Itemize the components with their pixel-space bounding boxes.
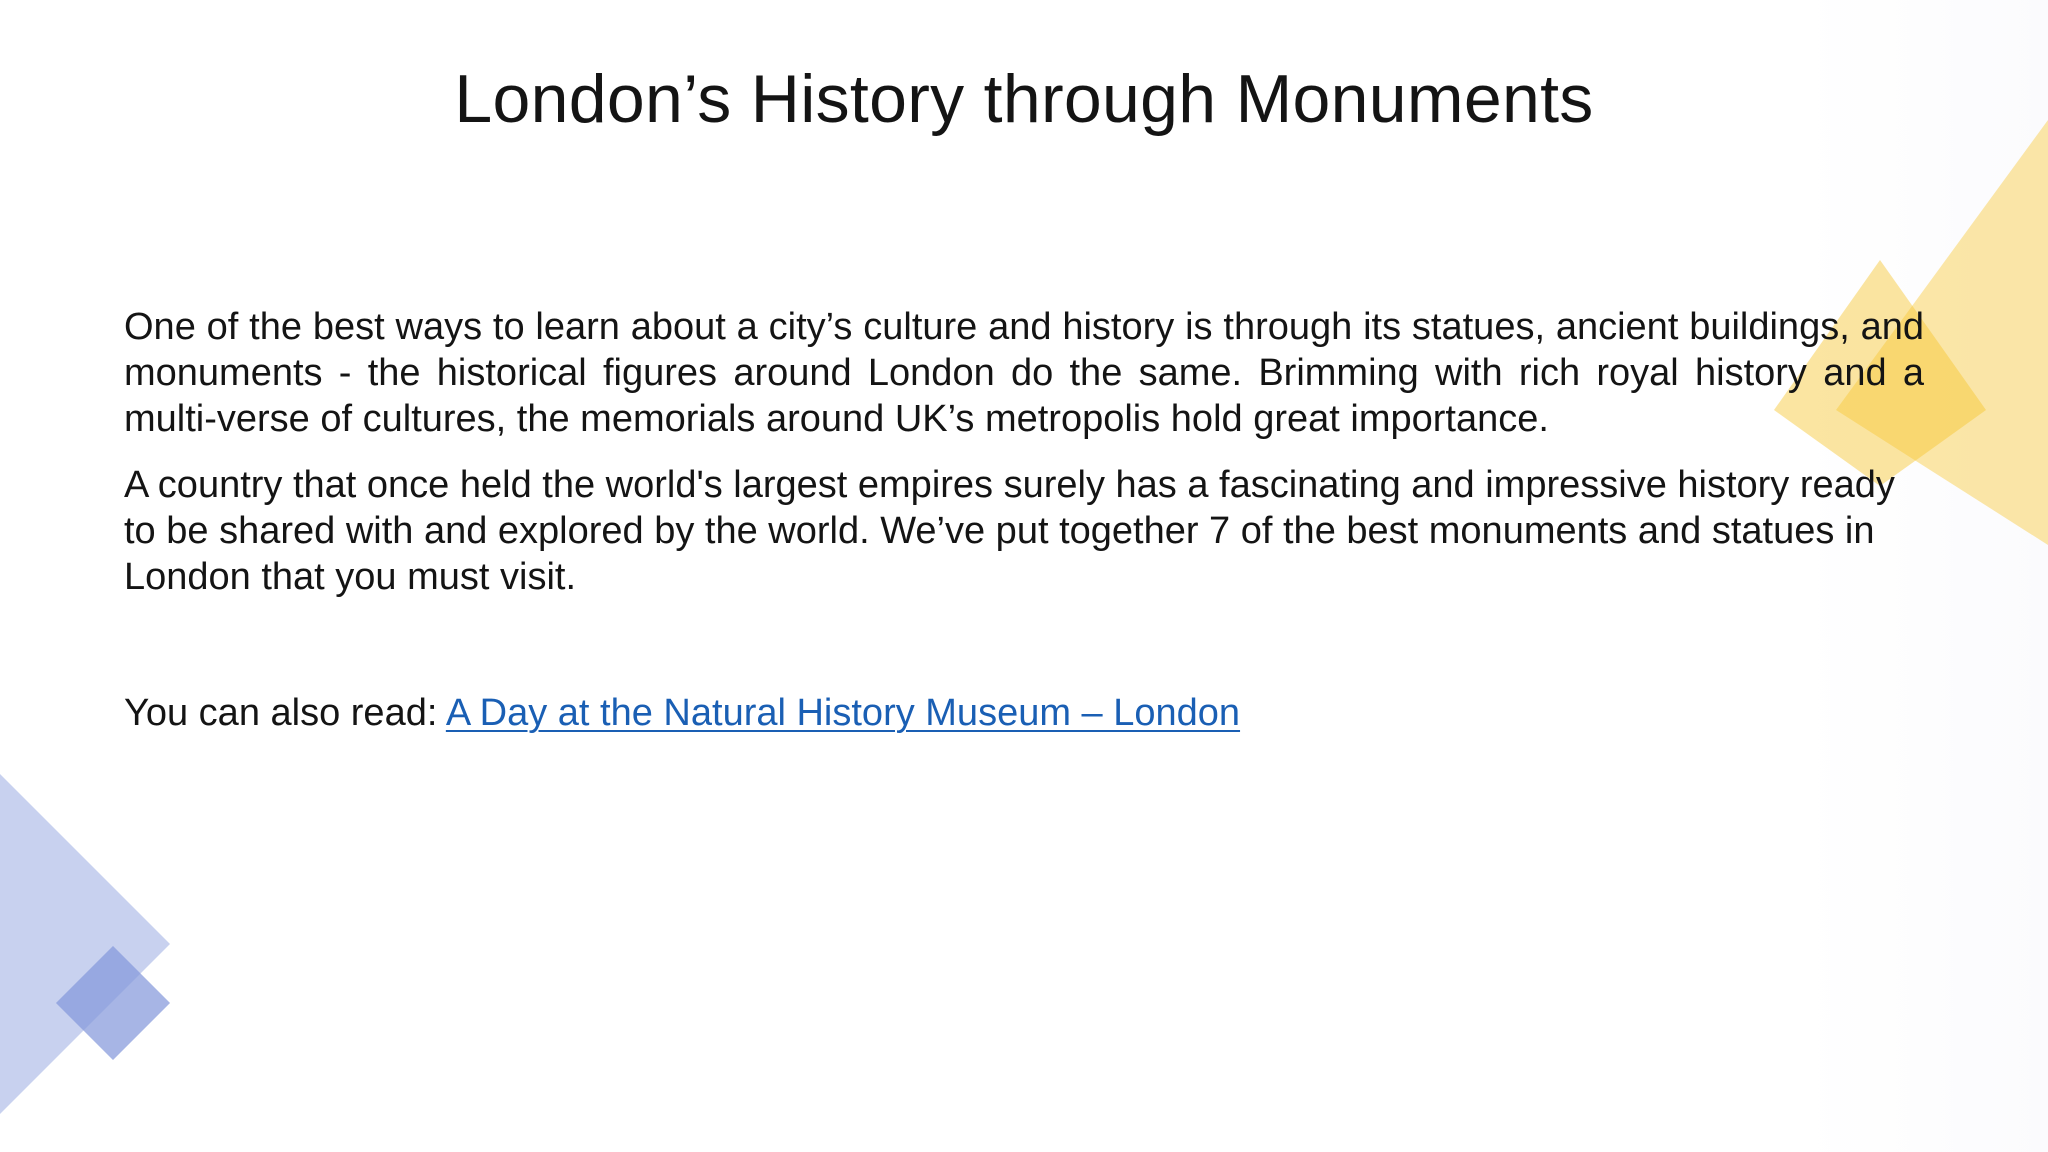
spacer <box>124 620 1924 690</box>
read-also-prefix: You can also read: <box>124 692 446 734</box>
blue-diamond-medium <box>56 946 170 1060</box>
blue-diamond-small <box>56 946 170 1060</box>
second-paragraph: A country that once held the world's largest empires surely has a fascinating and impressive history ready to be shared with and explored by the world. We’ve put together 7 of the best monuments and statues in London that you must visit. <box>124 464 1895 598</box>
natural-history-museum-link[interactable]: A Day at the Natural History Museum – London <box>445 692 1241 734</box>
slide-title: London’s History through Monuments <box>454 61 1594 137</box>
slide-body <box>124 304 1924 736</box>
read-also-line <box>124 690 1924 736</box>
blue-diamond-large <box>0 774 170 1114</box>
intro-paragraph: One of the best ways to learn about a city’s culture and history is through its statues, ancient buildings, and monuments - the historical figures around London do the same. Brimming with rich royal history and a multi-verse of cultures, the memorials around UK’s metropolis hold great importance. <box>124 306 1924 440</box>
